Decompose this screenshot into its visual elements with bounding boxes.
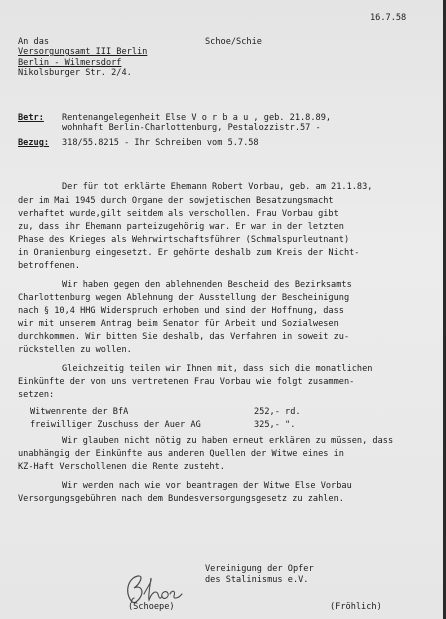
body-line: Phase des Krieges als Wehrwirtschaftsführer (Schmalspurleutnant) (18, 235, 350, 245)
body-line: betroffenen. (18, 261, 81, 271)
body-line: Der für tot erklärte Ehemann Robert Vorbau, geb. am 21.1.83, (62, 182, 373, 192)
body-line: nach § 10,4 HHG Widerspruch erhoben und sind der Hoffnung, dass (18, 306, 344, 316)
body-line: Versorgungsgebühren nach dem Bundesversorgungsgesetz zu zahlen. (18, 494, 344, 504)
body-line: setzen: (18, 390, 55, 400)
body-line: Gleichzeitig teilen wir Ihnen mit, dass sich die monatlichen (62, 364, 373, 374)
income-row-amount: 325,- ". (254, 420, 296, 430)
recipient-line-4: Nikolsburger Str. 2/4. (18, 68, 132, 78)
subject-label: Betr: (18, 113, 44, 123)
letter-date: 16.7.58 (370, 13, 407, 23)
body-line: Wir haben gegen den ablehnenden Bescheid des Bezirksamts (62, 280, 352, 290)
body-line: Einkünfte der von uns vertretenen Frau Vorbau wie folgt zusammen- (18, 377, 355, 387)
body-line: verhaftet wurde,gilt seitdem als verschollen. Frau Vorbau gibt (18, 209, 339, 219)
sender-org-line-2: des Stalinismus e.V. (205, 575, 309, 585)
subject-line-1: Rentenangelegenheit Else V o r b a u , geb. 21.8.89, (62, 113, 332, 123)
signature-left-name: (Schoepe) (128, 602, 175, 612)
sender-org-line-1: Vereinigung der Opfer (205, 564, 314, 574)
body-line: der im Mai 1945 durch Organe der sowjetischen Besatzungsmacht (18, 196, 334, 206)
recipient-line-3: Berlin - Wilmersdorf (18, 58, 122, 68)
body-line: Wir werden nach wie vor beantragen der Witwe Else Vorbau (62, 481, 352, 491)
income-row-label: Witwenrente der BfA (30, 407, 129, 417)
income-row-amount: 252,- rd. (254, 407, 301, 417)
income-row-label: freiwilliger Zuschuss der Auer AG (30, 420, 201, 430)
reference-code: Schoe/Schie (205, 37, 262, 47)
body-line: unabhängig der Einkünfte aus anderen Quellen der Witwe eines in (18, 449, 344, 459)
body-line: durchkommen. Wir bitten Sie deshalb, das Verfahren in soweit zu- (18, 332, 350, 342)
body-line: Charlottenburg wegen Ablehnung der Ausstellung der Bescheinigung (18, 293, 350, 303)
recipient-line-2: Versorgungsamt III Berlin (18, 47, 148, 57)
body-line: wir mit unserem Antrag beim Senator für Arbeit und Sozialwesen (18, 319, 339, 329)
body-line: KZ-Haft Verschollenen die Rente zusteht. (18, 462, 225, 472)
body-line: Wir glauben nicht nötig zu haben erneut erklären zu müssen, dass (62, 436, 394, 446)
body-line: zu, dass ihr Ehemann parteizugehörig war. Er war in der letzten (18, 222, 344, 232)
subject-line-2: wohnhaft Berlin-Charlottenburg, Pestalozzistr.57 - (62, 123, 321, 133)
recipient-line-1: An das (18, 37, 50, 47)
reference-label: Bezug: (18, 138, 50, 148)
reference-text: 318/55.8215 - Ihr Schreiben vom 5.7.58 (62, 138, 259, 148)
body-line: rückstellen zu wollen. (18, 345, 132, 355)
body-line: in Oranienburg eingesetzt. Er gehörte deshalb zum Kreis der Nicht- (18, 248, 360, 258)
signature-right-name: (Fröhlich) (330, 602, 382, 612)
